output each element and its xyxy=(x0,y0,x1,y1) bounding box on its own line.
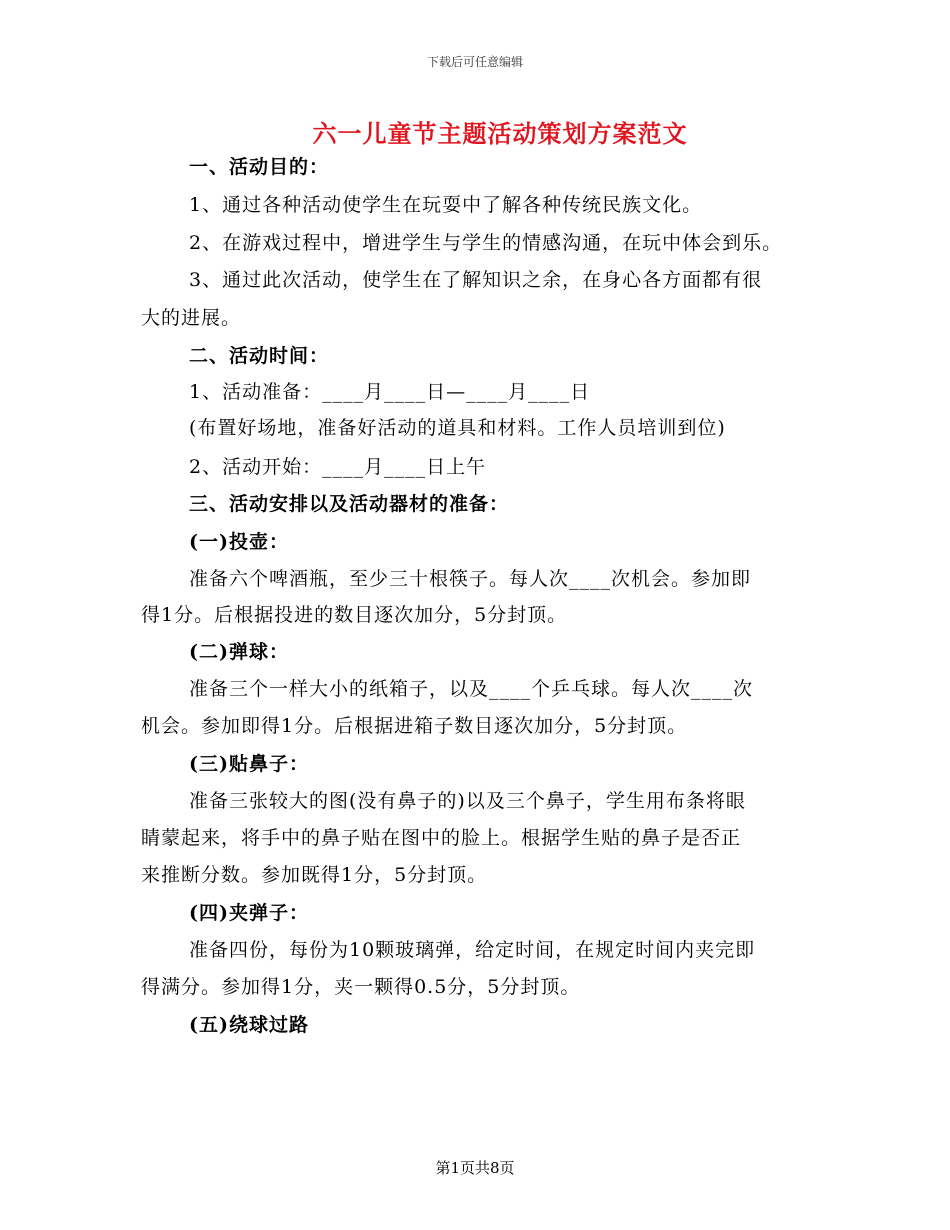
activity-nose-line2: 睛蒙起来，将手中的鼻子贴在图中的脸上。根据学生贴的鼻子是否正 xyxy=(141,827,742,849)
activity-nose-line1: 准备三张较大的图(没有鼻子的)以及三个鼻子，学生用布条将眼 xyxy=(189,790,746,812)
paragraph-time-start: 2、活动开始：____月____日上午 xyxy=(189,456,487,478)
paragraph-purpose-2: 2、在游戏过程中，增进学生与学生的情感沟通，在玩中体会到乐。 xyxy=(189,232,783,254)
paragraph-purpose-3-line1: 3、通过此次活动，使学生在了解知识之余，在身心各方面都有很 xyxy=(189,269,763,291)
paragraph-time-prep-note: (布置好场地，准备好活动的道具和材料。工作人员培训到位) xyxy=(189,417,726,439)
section-heading-arrangement: 三、活动安排以及活动器材的准备： xyxy=(189,493,510,515)
activity-heading-ball-path: (五)绕球过路 xyxy=(189,1014,309,1036)
activity-nose-line3: 来推断分数。参加既得1分，5分封顶。 xyxy=(141,864,488,886)
header-note: 下载后可任意编辑 xyxy=(426,55,523,69)
activity-heading-nose: (三)贴鼻子： xyxy=(189,753,309,775)
activity-heading-marbles: (四)夹弹子： xyxy=(189,902,309,924)
activity-touhu-line2: 得1分。后根据投进的数目逐次加分，5分封顶。 xyxy=(141,604,568,626)
paragraph-purpose-1: 1、通过各种活动使学生在玩耍中了解各种传统民族文化。 xyxy=(189,194,703,216)
page-number-footer: 第1页共8页 xyxy=(435,1159,515,1177)
activity-ball-line2: 机会。参加即得1分。后根据进箱子数目逐次加分，5分封顶。 xyxy=(141,715,688,737)
paragraph-purpose-3-line2: 大的进展。 xyxy=(141,307,242,329)
activity-heading-ball: (二)弹球： xyxy=(189,641,289,663)
activity-ball-line1: 准备三个一样大小的纸箱子，以及____个乒乓球。每人次____次 xyxy=(189,678,754,700)
section-heading-purpose: 一、活动目的： xyxy=(189,156,330,178)
page-title: 六一儿童节主题活动策划方案范文 xyxy=(312,119,688,148)
section-heading-time: 二、活动时间： xyxy=(189,345,330,367)
paragraph-time-prep: 1、活动准备：____月____日—____月____日 xyxy=(189,381,591,403)
activity-heading-touhu: (一)投壶： xyxy=(189,531,289,553)
activity-marbles-line1: 准备四份，每份为10颗玻璃弹，给定时间，在规定时间内夹完即 xyxy=(189,939,756,961)
activity-marbles-line2: 得满分。参加得1分，夹一颗得0.5分，5分封顶。 xyxy=(141,976,581,998)
activity-touhu-line1: 准备六个啤酒瓶，至少三十根筷子。每人次____次机会。参加即 xyxy=(189,568,752,590)
